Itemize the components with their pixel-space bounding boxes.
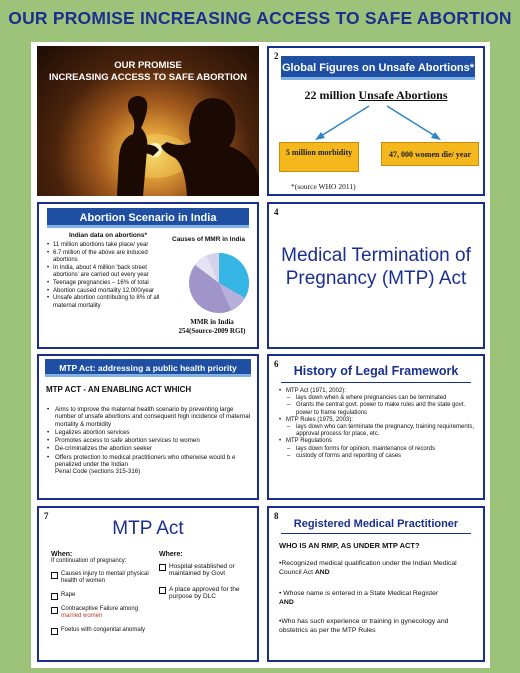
bullet-list	[47, 242, 169, 310]
list-item: • Promotes access to safe abortion services to women	[47, 437, 255, 444]
list-item: • MTP Regulations	[279, 438, 479, 445]
criterion-3: •Who has such experience or training in gynecology and obstetrics as per the MTP Rules	[279, 618, 449, 634]
slides-sheet	[31, 42, 490, 668]
list-subitem: – lays down when & where pregnancies can be terminated	[279, 395, 479, 402]
slide-title: MTP Act: addressing a public health priority	[45, 359, 251, 377]
slide-title: Abortion Scenario in India	[47, 208, 249, 228]
slide-mtp-title	[267, 202, 485, 349]
list-item: • Teenage pregnancies – 16% of total	[47, 280, 169, 288]
list-item: • De-criminalizes the abortion seeker	[47, 445, 255, 452]
chart-title: Causes of MMR in India	[172, 236, 245, 243]
slide-cover	[37, 46, 259, 196]
checkbox-item: Foetus with congenital anomaly	[51, 627, 155, 634]
checkbox-item: A place approved for the purpose by DLC	[159, 586, 257, 601]
slide-title: MTP Act	[112, 518, 184, 539]
list-item: • Legalizes abortion services	[47, 429, 255, 436]
slide-title: Global Figures on Unsafe Abortions*	[281, 56, 475, 80]
list-subitem: – custody of forms and reporting of cases	[279, 453, 479, 460]
list-item: • Unsafe abortion contributing to 8% of all maternal mortality	[47, 295, 169, 310]
morbidity-box: 5 million morbidity	[279, 142, 359, 172]
list-item: • Aims to improve the maternal health scenario by preventing large number of unsafe abortions and consequent high incidence of maternal mortality & morbidity	[47, 406, 255, 428]
when-heading: When:	[51, 551, 73, 558]
list-item: • Abortion caused mortality 12,000/year	[47, 288, 169, 296]
list-item: • MTP Rules (1975, 2003):	[279, 417, 479, 424]
slide-legal-history	[267, 354, 485, 500]
list-subitem: – lays down who can terminate the pregnancy, training requirements, approval process for place, etc.	[279, 424, 479, 438]
mmr-caption: MMR in India 254(Source-2009 RGI)	[178, 318, 246, 335]
where-heading: Where:	[159, 551, 183, 558]
deaths-box: 47, 000 women die/ year	[381, 142, 479, 166]
mmr-pie-chart	[187, 251, 251, 315]
criterion-2: • Whose name is entered in a State Medical Register AND	[279, 590, 439, 606]
list-item: • MTP Act (1971, 2002):	[279, 388, 479, 395]
slide-title: Registered Medical Practitioner	[293, 518, 459, 530]
list-item-continued: Penal Code (sections 315-316)	[55, 468, 141, 476]
question-heading: WHO IS AN RMP, AS UNDER MTP ACT?	[279, 541, 420, 550]
list-item: • In India, about 4 million 'back street abortions' are carried out every year	[47, 265, 169, 280]
slide-number: 8	[274, 511, 279, 521]
checkbox-item: Hospital established or maintained by Govt	[159, 563, 257, 578]
title-divider	[281, 382, 471, 383]
headline-figure: 22 million Unsafe Abortions	[304, 88, 448, 102]
slide-abortion-scenario	[37, 202, 259, 349]
slide-number: 7	[44, 511, 49, 521]
bullet-list	[47, 406, 255, 477]
section-heading: MTP ACT - AN ENABLING ACT WHICH	[46, 385, 192, 394]
slide-number: 2	[274, 51, 279, 61]
slide-title: Medical Termination of Pregnancy (MTP) Act	[281, 245, 471, 289]
checkbox-item: Contraceptive Failure among married women	[51, 606, 155, 620]
slide-number: 4	[274, 207, 279, 217]
arrows	[269, 48, 485, 196]
slide-public-health-priority	[37, 354, 259, 500]
list-item: • 11 million abortions take place/ year	[47, 242, 169, 250]
checkbox-item: Causes injury to mental/ physical health of women	[51, 571, 155, 585]
list-item: • Offers protection to medical practitioners who otherwise would b e penalized under the Indian	[47, 454, 255, 469]
slide-mtp-act	[37, 506, 259, 662]
list-item: • 6.7 million of the above are induced abortions	[47, 250, 169, 265]
slide-global-figures	[267, 46, 485, 196]
source-note: *(source WHO 2011)	[291, 182, 356, 191]
slide-title: History of Legal Framework	[293, 364, 459, 378]
bullet-list	[279, 388, 479, 460]
criterion-1: •Recognized medical qualification under the Indian Medical Council Act AND	[279, 560, 457, 576]
subheading: Indian data on abortions*	[69, 232, 148, 239]
slide-registered-practitioner	[267, 506, 485, 662]
where-column	[159, 551, 257, 601]
checkbox-item: Rape	[51, 592, 155, 599]
list-subitem: – lays down forms for opinion, maintenance of records	[279, 446, 479, 453]
list-subitem: – Grants the central govt. power to make rules and the state govt. power to frame regulations	[279, 402, 479, 416]
page-title: OUR PROMISE INCREASING ACCESS TO SAFE ABORTION	[8, 8, 512, 28]
when-subheading: If continuation of pregnancy:	[51, 558, 127, 564]
cover-line-2: INCREASING ACCESS TO SAFE ABORTION	[48, 72, 248, 83]
cover-line-1: OUR PROMISE	[114, 60, 182, 71]
when-column	[51, 551, 155, 634]
slide-number: 6	[274, 359, 279, 369]
title-divider	[281, 533, 471, 534]
